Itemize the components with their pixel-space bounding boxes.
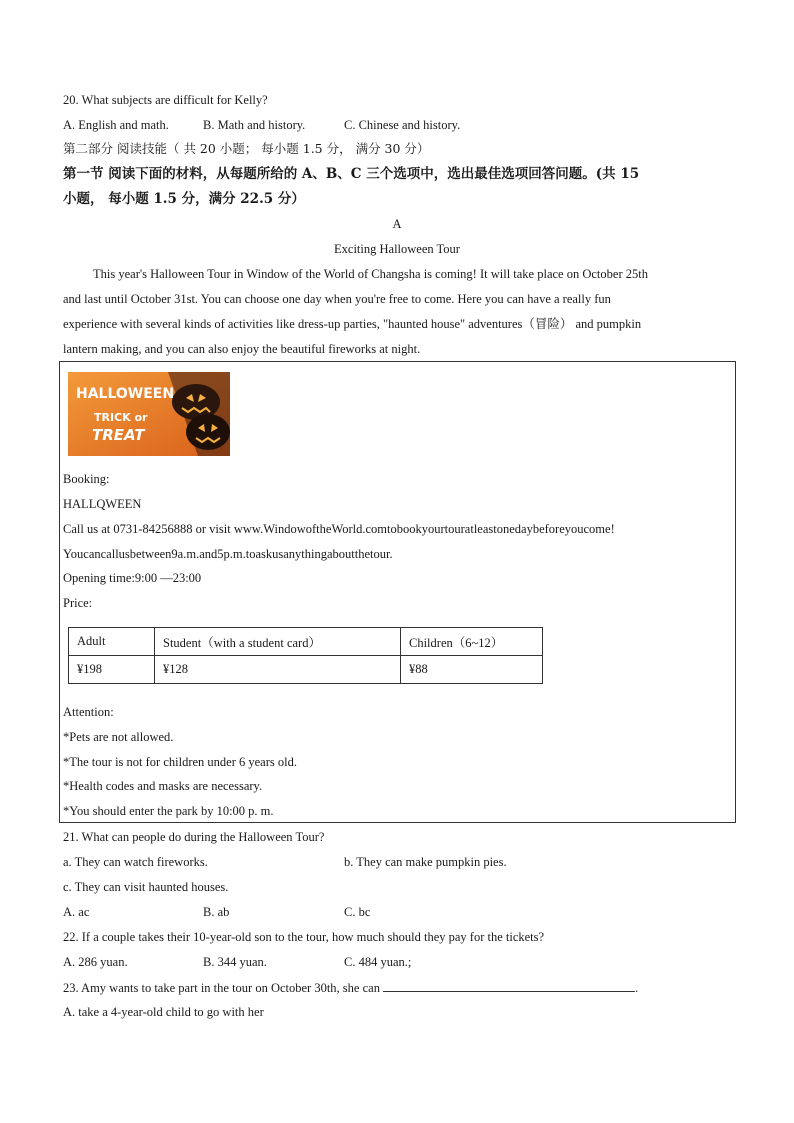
- attention-item-3: *Health codes and masks are necessary.: [63, 779, 263, 793]
- q23-question-row: [63, 979, 638, 996]
- passage-letter: A: [392, 217, 402, 231]
- q23-answer-blank: [383, 979, 635, 992]
- q21-question: 21. What can people do during the Halloween Tour?: [63, 830, 325, 844]
- passage-title: Exciting Halloween Tour: [334, 242, 460, 256]
- attention-item-2: *The tour is not for children under 6 years old.: [63, 755, 297, 769]
- booking-name: HALLQWEEN: [63, 497, 142, 511]
- passage-line-1: This year's Halloween Tour in Window of the World of Changsha is coming! It will take place on October 25th: [93, 267, 648, 281]
- passage-line-2: and last until October 31st. You can choose one day when you're free to come. Here you can have a really fun: [63, 292, 611, 306]
- q21-choice-c: c. They can visit haunted houses.: [63, 880, 229, 894]
- passage-line-3: experience with several kinds of activities like dress-up parties, "haunted house" adventures（冒险） and pumpkin: [63, 317, 642, 331]
- price-value-student: ¥128: [155, 656, 401, 684]
- section1-instructions-line2: 小题， 每小题 1.5 分，满分 22.5 分）: [63, 191, 305, 207]
- booking-line-2: Youcancallusbetween9a.m.and5p.m.toaskusanythingaboutthetour.: [63, 547, 393, 561]
- q21-option-c: C. bc: [344, 905, 371, 919]
- q21-option-b: B. ab: [203, 905, 230, 919]
- q22-option-c: C. 484 yuan.;: [344, 955, 412, 969]
- halloween-image: [68, 372, 230, 456]
- q20-question: 20. What subjects are difficult for Kelly?: [63, 93, 268, 107]
- q20-option-c: C. Chinese and history.: [344, 118, 461, 132]
- passage-line-4: lantern making, and you can also enjoy the beautiful fireworks at night.: [63, 342, 421, 356]
- q21-choice-b: b. They can make pumpkin pies.: [344, 855, 507, 869]
- booking-line-1: Call us at 0731-84256888 or visit www.WindowoftheWorld.comtobookyourtouratleastonedaybeforeyoucome!: [63, 522, 615, 536]
- opening-time: Opening time:9:00 —23:00: [63, 571, 202, 585]
- q22-option-b: B. 344 yuan.: [203, 955, 267, 969]
- booking-label: Booking:: [63, 472, 110, 486]
- q20-option-b: B. Math and history.: [203, 118, 306, 132]
- price-table-value-row: [69, 656, 543, 684]
- image-text-halloween: HALLOWEEN: [76, 386, 175, 402]
- q23-question: 23. Amy wants to take part in the tour on October 30th, she can: [63, 981, 380, 995]
- q23-question-end: .: [635, 981, 639, 995]
- price-header-student: Student（with a student card）: [155, 628, 401, 656]
- q22-option-a: A. 286 yuan.: [63, 955, 128, 969]
- price-table-header-row: [69, 628, 543, 656]
- attention-item-4: *You should enter the park by 10:00 p. m.: [63, 804, 274, 818]
- image-text-treat: TREAT: [92, 426, 145, 444]
- price-value-children: ¥88: [401, 656, 543, 684]
- attention-item-1: *Pets are not allowed.: [63, 730, 174, 744]
- section1-instructions-line1: 第一节 阅读下面的材料，从每题所给的 A、B、C 三个选项中，选出最佳选项回答问题。(共 15: [63, 166, 640, 182]
- q21-option-a: A. ac: [63, 905, 90, 919]
- q22-question: 22. If a couple takes their 10-year-old son to the tour, how much should they pay for the tickets?: [63, 930, 545, 944]
- price-table: [68, 627, 543, 684]
- part2-header: 第二部分 阅读技能（ 共 20 小题； 每小题 1.5 分， 满分 30 分）: [63, 141, 430, 156]
- price-label: Price:: [63, 596, 93, 610]
- image-text-trick: TRICK or: [94, 411, 148, 424]
- attention-label: Attention:: [63, 705, 114, 719]
- q20-option-a: A. English and math.: [63, 118, 169, 132]
- price-value-adult: ¥198: [69, 656, 155, 684]
- price-header-children: Children（6~12）: [401, 628, 543, 656]
- q21-choice-a: a. They can watch fireworks.: [63, 855, 208, 869]
- q23-option-a: A. take a 4-year-old child to go with her: [63, 1005, 264, 1019]
- price-header-adult: Adult: [69, 628, 155, 656]
